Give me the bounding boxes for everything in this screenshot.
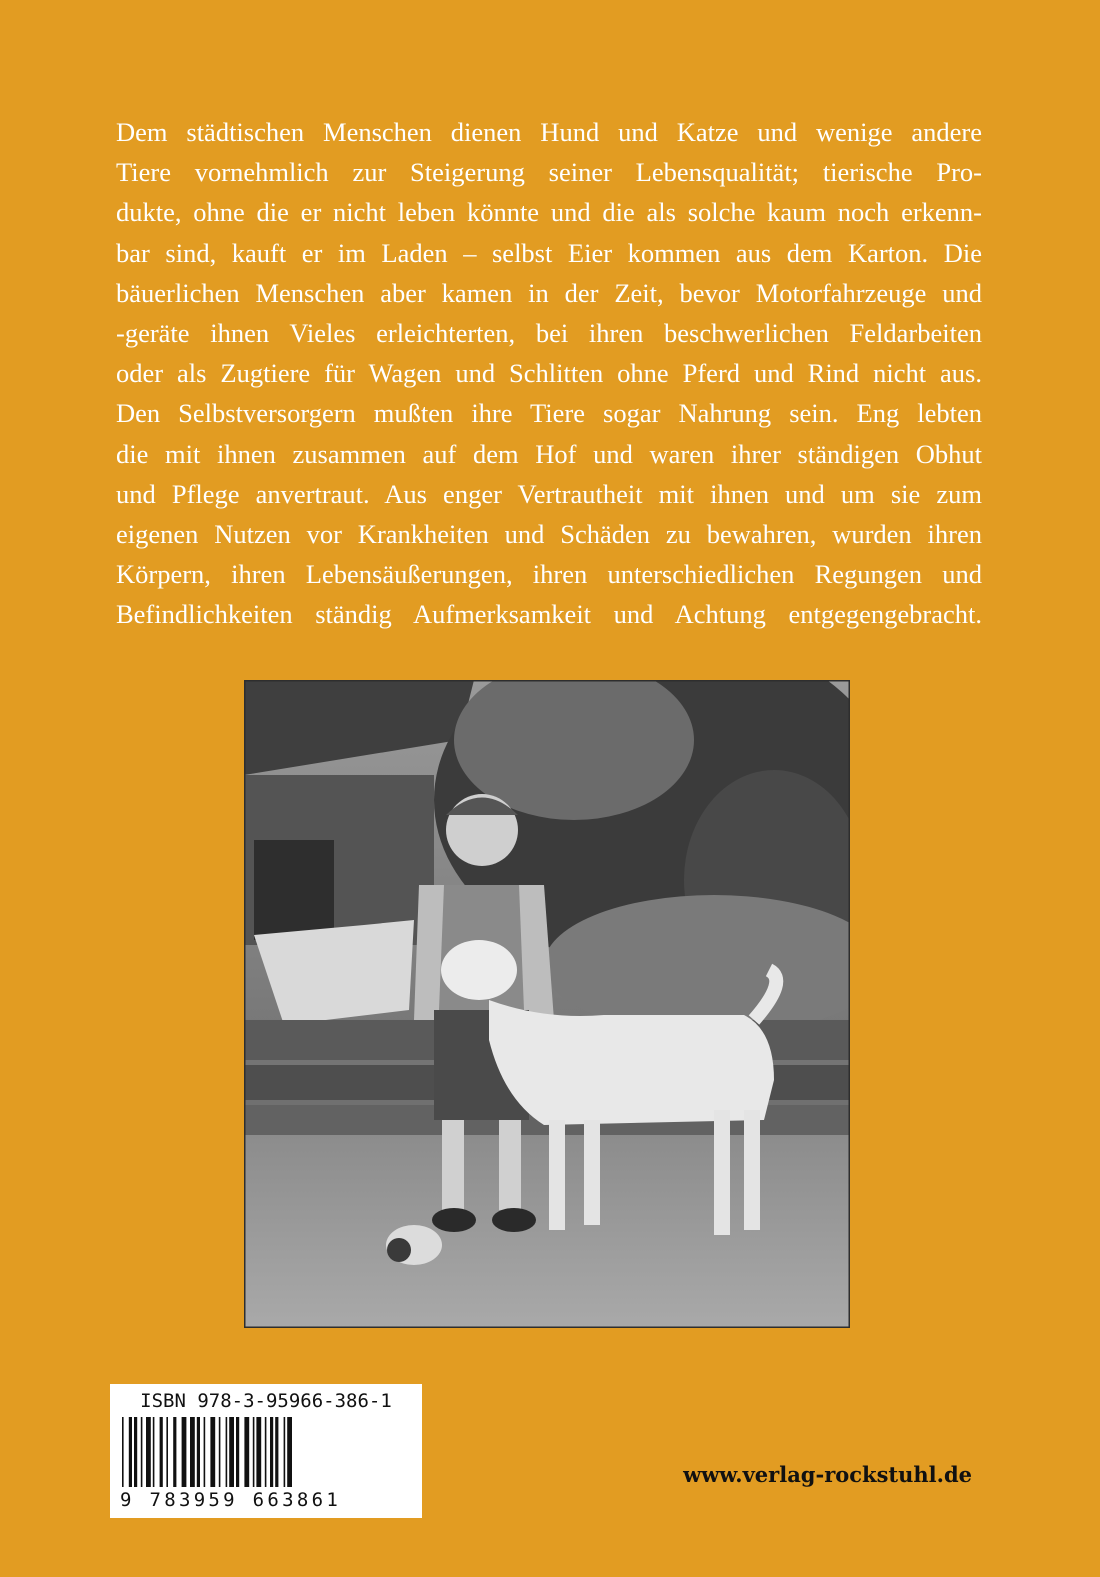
- barcode-bar: [129, 1417, 132, 1487]
- barcode-bar: [146, 1417, 151, 1487]
- barcode-bar: [182, 1417, 187, 1487]
- blurb-line: und Pflege anvertraut. Aus enger Vertrautheit mit ihnen und um sie zum: [116, 478, 982, 509]
- blurb-line: Tiere vornehmlich zur Steigerung seiner Lebensqualität; tierische Pro-: [116, 157, 982, 188]
- isbn-barcode: [110, 1384, 422, 1518]
- cover-blurb: [116, 112, 982, 635]
- barcode-bar: [160, 1417, 163, 1487]
- cover-photo: [244, 680, 850, 1328]
- blurb-line: die mit ihnen zusammen auf dem Hof und waren ihrer ständigen Obhut: [116, 438, 982, 469]
- barcode-bar: [204, 1417, 206, 1487]
- blurb-line: oder als Zugtiere für Wagen und Schlitten ohne Pferd und Rind nicht aus.: [116, 358, 982, 389]
- barcode-bar: [226, 1417, 228, 1487]
- barcode-bar: [253, 1417, 255, 1487]
- blurb-line: bäuerlichen Menschen aber kamen in der Zeit, bevor Motorfahrzeuge und: [116, 277, 982, 308]
- barcode-bar: [122, 1417, 124, 1487]
- barcode-bar: [287, 1417, 292, 1487]
- barcode-bar: [244, 1417, 249, 1487]
- barcode-bar: [166, 1417, 168, 1487]
- publisher-url[interactable]: www.verlag-rockstuhl.de: [683, 1462, 972, 1487]
- ean-digits: 9 783959 663861: [120, 1489, 342, 1511]
- barcode-bar: [190, 1417, 195, 1487]
- barcode-bar: [236, 1417, 239, 1487]
- barcode-bar: [284, 1417, 286, 1487]
- barcode-bar: [219, 1417, 221, 1487]
- blurb-line: -geräte ihnen Vieles erleichterten, bei ihren beschwerlichen Feldarbeiten: [116, 318, 982, 349]
- barcode-bar: [197, 1417, 200, 1487]
- barcode-bar: [229, 1417, 234, 1487]
- isbn-label: ISBN 978-3-95966-386-1: [140, 1390, 392, 1412]
- barcode-bar: [153, 1417, 155, 1487]
- barcode-bar: [134, 1417, 137, 1487]
- barcode-bars: [120, 1417, 412, 1489]
- blurb-line: eigenen Nutzen vor Krankheiten und Schäden zu bewahren, wurden ihren: [116, 519, 982, 550]
- boy-with-goat-photo: [244, 680, 850, 1328]
- barcode-bar: [210, 1417, 215, 1487]
- blurb-line: bar sind, kauft er im Laden – selbst Eier kommen aus dem Karton. Die: [116, 237, 982, 268]
- blurb-line: Körpern, ihren Lebensäußerungen, ihren unterschiedlichen Regungen und: [116, 559, 982, 590]
- barcode-bar: [265, 1417, 267, 1487]
- barcode-bar: [256, 1417, 261, 1487]
- barcode-bar: [141, 1417, 143, 1487]
- blurb-line: Den Selbstversorgern mußten ihre Tiere sogar Nahrung sein. Eng lebten: [116, 398, 982, 429]
- barcode-bar: [173, 1417, 176, 1487]
- barcode-bar: [275, 1417, 278, 1487]
- blurb-line: Dem städtischen Menschen dienen Hund und Katze und wenige andere: [116, 117, 982, 147]
- blurb-line: dukte, ohne die er nicht leben könnte und die als solche kaum noch erkenn-: [116, 197, 982, 228]
- blurb-line: Befindlichkeiten ständig Aufmerksamkeit und Achtung entgegengebracht.: [116, 599, 982, 630]
- barcode-bar: [270, 1417, 273, 1487]
